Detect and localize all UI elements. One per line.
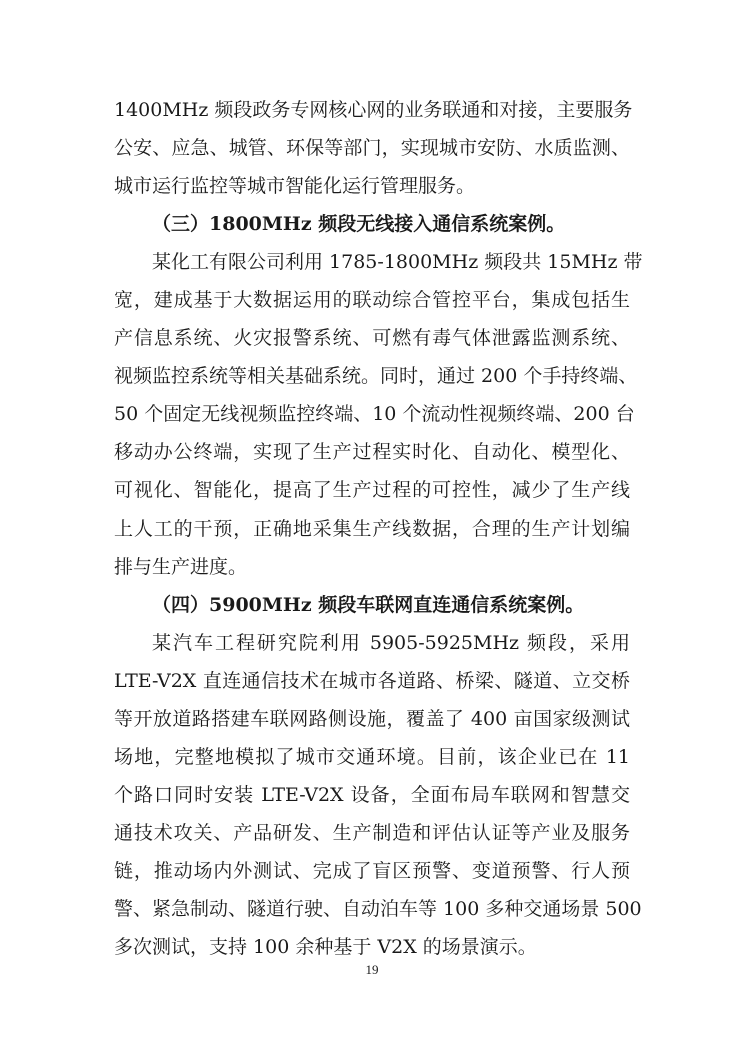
section-3-line-1: 某化工有限公司利用 1785-1800MHz 频段共 15MHz 带	[152, 251, 643, 274]
section-4-line-3: 等开放道路搭建车联网路侧设施，覆盖了 400 亩国家级测试	[114, 707, 630, 730]
section-3-heading: （三）1800MHz 频段无线接入通信系统案例。	[152, 213, 566, 236]
section-4-line-2: LTE-V2X 直连通信技术在城市各道路、桥梁、隧道、立交桥	[114, 669, 630, 692]
intro-line-1: 1400MHz 频段政务专网核心网的业务联通和对接，主要服务	[114, 99, 633, 121]
page-number: 19	[365, 962, 379, 977]
section-4-line-4: 场地，完整地模拟了城市交通环境。目前，该企业已在 11	[114, 745, 630, 768]
intro-line-3: 城市运行监控等城市智能化运行管理服务。	[114, 175, 476, 198]
section-3-line-3: 产信息系统、火灾报警系统、可燃有毒气体泄露监测系统、	[114, 327, 630, 350]
section-4-line-8: 警、紧急制动、隧道行驶、自动泊车等 100 多种交通场景 500	[114, 897, 642, 920]
section-4-line-7: 链，推动场内外测试、完成了盲区预警、变道预警、行人预	[114, 859, 630, 882]
intro-line-2: 公安、应急、城管、环保等部门，实现城市安防、水质监测、	[114, 137, 630, 160]
section-4-line-9: 多次测试，支持 100 余种基于 V2X 的场景演示。	[114, 936, 537, 958]
section-4-line-5: 个路口同时安装 LTE-V2X 设备，全面布局车联网和智慧交	[114, 783, 630, 806]
section-3-line-4: 视频监控系统等相关基础系统。同时，通过 200 个手持终端、	[114, 365, 638, 388]
section-3-line-8: 上人工的干预，正确地采集生产线数据，合理的生产计划编	[114, 517, 630, 540]
section-4-line-1: 某汽车工程研究院利用 5905-5925MHz 频段，采用	[152, 631, 630, 654]
section-4-line-6: 通技术攻关、产品研发、生产制造和评估认证等产业及服务	[114, 821, 630, 844]
section-3-line-7: 可视化、智能化，提高了生产过程的可控性，减少了生产线	[114, 479, 630, 502]
section-3-line-5: 50 个固定无线视频监控终端、10 个流动性视频终端、200 台	[114, 403, 635, 426]
section-3-line-2: 宽，建成基于大数据运用的联动综合管控平台，集成包括生	[114, 289, 630, 312]
section-3-line-9: 排与生产进度。	[114, 555, 248, 578]
section-4-heading: （四）5900MHz 频段车联网直连通信系统案例。	[152, 593, 585, 616]
section-3-line-6: 移动办公终端，实现了生产过程实时化、自动化、模型化、	[114, 441, 630, 464]
